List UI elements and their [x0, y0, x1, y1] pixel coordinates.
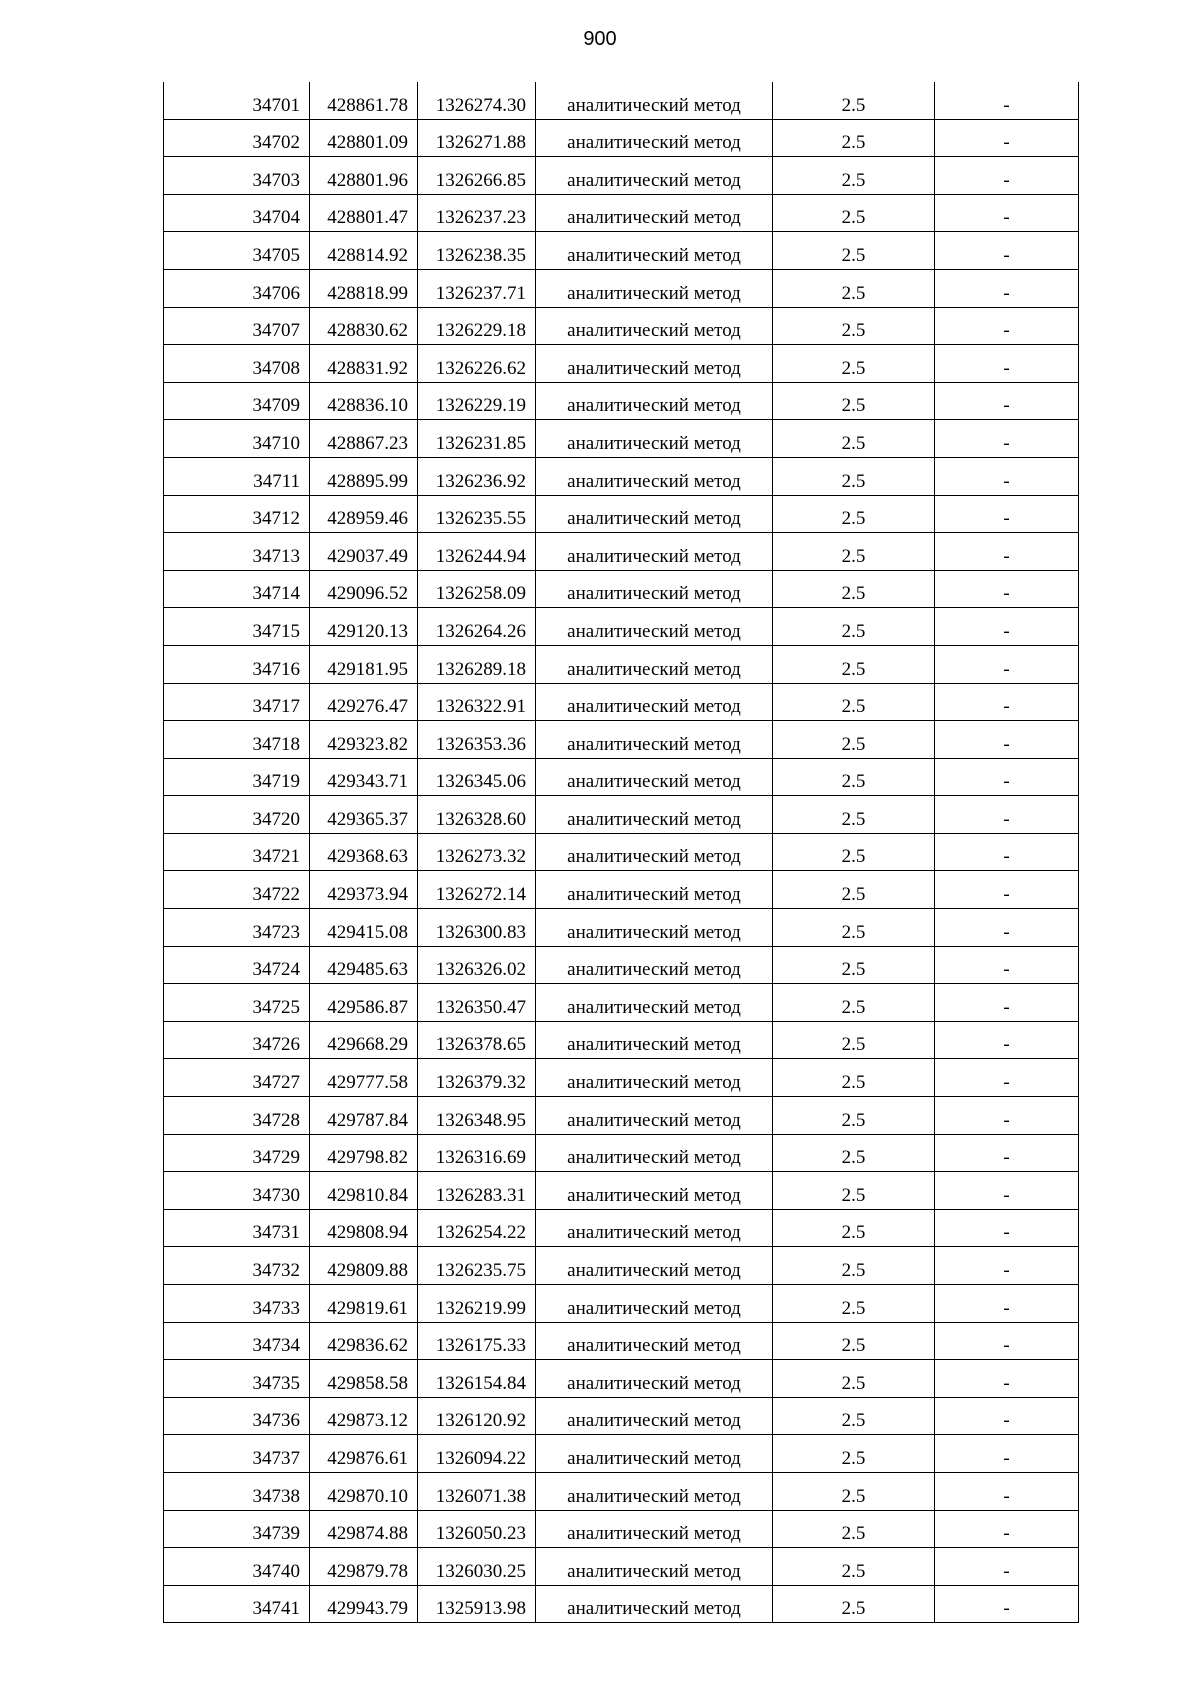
- point-number-cell: 34712: [164, 495, 310, 533]
- method-cell: аналитический метод: [536, 420, 773, 458]
- accuracy-cell: 2.5: [773, 608, 935, 646]
- point-number-cell: 34725: [164, 984, 310, 1022]
- x-coordinate-cell: 429037.49: [310, 533, 418, 571]
- x-coordinate-cell: 428895.99: [310, 457, 418, 495]
- x-coordinate-cell: 429819.61: [310, 1285, 418, 1323]
- point-number-cell: 34733: [164, 1285, 310, 1323]
- method-cell: аналитический метод: [536, 608, 773, 646]
- method-cell: аналитический метод: [536, 1059, 773, 1097]
- table-row: [164, 382, 1079, 420]
- accuracy-cell: 2.5: [773, 420, 935, 458]
- accuracy-cell: 2.5: [773, 1322, 935, 1360]
- accuracy-cell: 2.5: [773, 570, 935, 608]
- y-coordinate-cell: 1326030.25: [418, 1548, 536, 1586]
- point-number-cell: 34715: [164, 608, 310, 646]
- x-coordinate-cell: 428830.62: [310, 307, 418, 345]
- x-coordinate-cell: 429798.82: [310, 1134, 418, 1172]
- y-coordinate-cell: 1326219.99: [418, 1285, 536, 1323]
- method-cell: аналитический метод: [536, 1585, 773, 1623]
- y-coordinate-cell: 1326237.71: [418, 269, 536, 307]
- point-number-cell: 34720: [164, 796, 310, 834]
- y-coordinate-cell: 1326266.85: [418, 157, 536, 195]
- x-coordinate-cell: 429276.47: [310, 683, 418, 721]
- method-cell: аналитический метод: [536, 1172, 773, 1210]
- note-cell: -: [935, 1097, 1079, 1135]
- x-coordinate-cell: 428801.47: [310, 194, 418, 232]
- method-cell: аналитический метод: [536, 1322, 773, 1360]
- accuracy-cell: 2.5: [773, 1285, 935, 1323]
- y-coordinate-cell: 1326322.91: [418, 683, 536, 721]
- note-cell: -: [935, 1510, 1079, 1548]
- table-row: [164, 1322, 1079, 1360]
- y-coordinate-cell: 1326094.22: [418, 1435, 536, 1473]
- table-row: [164, 946, 1079, 984]
- table-row: [164, 119, 1079, 157]
- y-coordinate-cell: 1326300.83: [418, 909, 536, 947]
- accuracy-cell: 2.5: [773, 721, 935, 759]
- accuracy-cell: 2.5: [773, 1134, 935, 1172]
- accuracy-cell: 2.5: [773, 1435, 935, 1473]
- method-cell: аналитический метод: [536, 1285, 773, 1323]
- y-coordinate-cell: 1326353.36: [418, 721, 536, 759]
- method-cell: аналитический метод: [536, 1247, 773, 1285]
- point-number-cell: 34710: [164, 420, 310, 458]
- method-cell: аналитический метод: [536, 533, 773, 571]
- coordinates-table: [163, 82, 1079, 1623]
- method-cell: аналитический метод: [536, 796, 773, 834]
- note-cell: -: [935, 645, 1079, 683]
- accuracy-cell: 2.5: [773, 119, 935, 157]
- accuracy-cell: 2.5: [773, 1360, 935, 1398]
- x-coordinate-cell: 429943.79: [310, 1585, 418, 1623]
- y-coordinate-cell: 1326235.75: [418, 1247, 536, 1285]
- method-cell: аналитический метод: [536, 1097, 773, 1135]
- table-row: [164, 758, 1079, 796]
- point-number-cell: 34722: [164, 871, 310, 909]
- point-number-cell: 34724: [164, 946, 310, 984]
- accuracy-cell: 2.5: [773, 946, 935, 984]
- note-cell: -: [935, 533, 1079, 571]
- x-coordinate-cell: 429415.08: [310, 909, 418, 947]
- y-coordinate-cell: 1326229.18: [418, 307, 536, 345]
- point-number-cell: 34739: [164, 1510, 310, 1548]
- accuracy-cell: 2.5: [773, 1209, 935, 1247]
- y-coordinate-cell: 1326289.18: [418, 645, 536, 683]
- accuracy-cell: 2.5: [773, 833, 935, 871]
- x-coordinate-cell: 429879.78: [310, 1548, 418, 1586]
- note-cell: -: [935, 1059, 1079, 1097]
- accuracy-cell: 2.5: [773, 984, 935, 1022]
- x-coordinate-cell: 428801.96: [310, 157, 418, 195]
- note-cell: -: [935, 307, 1079, 345]
- x-coordinate-cell: 428818.99: [310, 269, 418, 307]
- table-row: [164, 909, 1079, 947]
- accuracy-cell: 2.5: [773, 1097, 935, 1135]
- x-coordinate-cell: 428959.46: [310, 495, 418, 533]
- y-coordinate-cell: 1326316.69: [418, 1134, 536, 1172]
- y-coordinate-cell: 1326283.31: [418, 1172, 536, 1210]
- point-number-cell: 34740: [164, 1548, 310, 1586]
- x-coordinate-cell: 428836.10: [310, 382, 418, 420]
- table-row: [164, 570, 1079, 608]
- accuracy-cell: 2.5: [773, 232, 935, 270]
- table-row: [164, 1360, 1079, 1398]
- x-coordinate-cell: 429373.94: [310, 871, 418, 909]
- method-cell: аналитический метод: [536, 871, 773, 909]
- method-cell: аналитический метод: [536, 1510, 773, 1548]
- y-coordinate-cell: 1326254.22: [418, 1209, 536, 1247]
- note-cell: -: [935, 758, 1079, 796]
- accuracy-cell: 2.5: [773, 307, 935, 345]
- note-cell: -: [935, 721, 1079, 759]
- y-coordinate-cell: 1326226.62: [418, 345, 536, 383]
- point-number-cell: 34711: [164, 457, 310, 495]
- accuracy-cell: 2.5: [773, 533, 935, 571]
- point-number-cell: 34703: [164, 157, 310, 195]
- method-cell: аналитический метод: [536, 495, 773, 533]
- y-coordinate-cell: 1326328.60: [418, 796, 536, 834]
- point-number-cell: 34719: [164, 758, 310, 796]
- y-coordinate-cell: 1326273.32: [418, 833, 536, 871]
- note-cell: -: [935, 1585, 1079, 1623]
- y-coordinate-cell: 1326379.32: [418, 1059, 536, 1097]
- note-cell: -: [935, 833, 1079, 871]
- table-row: [164, 269, 1079, 307]
- note-cell: -: [935, 1247, 1079, 1285]
- note-cell: -: [935, 1472, 1079, 1510]
- method-cell: аналитический метод: [536, 1134, 773, 1172]
- x-coordinate-cell: 429096.52: [310, 570, 418, 608]
- accuracy-cell: 2.5: [773, 758, 935, 796]
- y-coordinate-cell: 1326236.92: [418, 457, 536, 495]
- point-number-cell: 34701: [164, 82, 310, 119]
- table-row: [164, 1397, 1079, 1435]
- point-number-cell: 34741: [164, 1585, 310, 1623]
- point-number-cell: 34717: [164, 683, 310, 721]
- x-coordinate-cell: 429668.29: [310, 1021, 418, 1059]
- accuracy-cell: 2.5: [773, 1585, 935, 1623]
- point-number-cell: 34707: [164, 307, 310, 345]
- accuracy-cell: 2.5: [773, 683, 935, 721]
- table-row: [164, 457, 1079, 495]
- y-coordinate-cell: 1326378.65: [418, 1021, 536, 1059]
- table-row: [164, 608, 1079, 646]
- point-number-cell: 34737: [164, 1435, 310, 1473]
- point-number-cell: 34709: [164, 382, 310, 420]
- y-coordinate-cell: 1326244.94: [418, 533, 536, 571]
- y-coordinate-cell: 1326154.84: [418, 1360, 536, 1398]
- method-cell: аналитический метод: [536, 1548, 773, 1586]
- note-cell: -: [935, 1397, 1079, 1435]
- note-cell: -: [935, 345, 1079, 383]
- point-number-cell: 34721: [164, 833, 310, 871]
- accuracy-cell: 2.5: [773, 495, 935, 533]
- method-cell: аналитический метод: [536, 1360, 773, 1398]
- y-coordinate-cell: 1326231.85: [418, 420, 536, 458]
- x-coordinate-cell: 429876.61: [310, 1435, 418, 1473]
- method-cell: аналитический метод: [536, 721, 773, 759]
- x-coordinate-cell: 428867.23: [310, 420, 418, 458]
- x-coordinate-cell: 428801.09: [310, 119, 418, 157]
- accuracy-cell: 2.5: [773, 269, 935, 307]
- y-coordinate-cell: 1326235.55: [418, 495, 536, 533]
- table-row: [164, 683, 1079, 721]
- note-cell: -: [935, 232, 1079, 270]
- y-coordinate-cell: 1326175.33: [418, 1322, 536, 1360]
- accuracy-cell: 2.5: [773, 382, 935, 420]
- note-cell: -: [935, 1209, 1079, 1247]
- x-coordinate-cell: 429323.82: [310, 721, 418, 759]
- point-number-cell: 34723: [164, 909, 310, 947]
- y-coordinate-cell: 1326272.14: [418, 871, 536, 909]
- y-coordinate-cell: 1326274.30: [418, 82, 536, 119]
- point-number-cell: 34738: [164, 1472, 310, 1510]
- point-number-cell: 34704: [164, 194, 310, 232]
- x-coordinate-cell: 429586.87: [310, 984, 418, 1022]
- point-number-cell: 34732: [164, 1247, 310, 1285]
- table-row: [164, 1472, 1079, 1510]
- note-cell: -: [935, 1548, 1079, 1586]
- x-coordinate-cell: 429836.62: [310, 1322, 418, 1360]
- note-cell: -: [935, 871, 1079, 909]
- note-cell: -: [935, 796, 1079, 834]
- accuracy-cell: 2.5: [773, 1397, 935, 1435]
- point-number-cell: 34734: [164, 1322, 310, 1360]
- x-coordinate-cell: 429873.12: [310, 1397, 418, 1435]
- table-row: [164, 157, 1079, 195]
- point-number-cell: 34736: [164, 1397, 310, 1435]
- note-cell: -: [935, 157, 1079, 195]
- y-coordinate-cell: 1326237.23: [418, 194, 536, 232]
- accuracy-cell: 2.5: [773, 82, 935, 119]
- point-number-cell: 34714: [164, 570, 310, 608]
- y-coordinate-cell: 1326050.23: [418, 1510, 536, 1548]
- y-coordinate-cell: 1326264.26: [418, 608, 536, 646]
- x-coordinate-cell: 428814.92: [310, 232, 418, 270]
- method-cell: аналитический метод: [536, 194, 773, 232]
- table-row: [164, 420, 1079, 458]
- method-cell: аналитический метод: [536, 1435, 773, 1473]
- note-cell: -: [935, 1322, 1079, 1360]
- note-cell: -: [935, 570, 1079, 608]
- x-coordinate-cell: 429870.10: [310, 1472, 418, 1510]
- point-number-cell: 34706: [164, 269, 310, 307]
- note-cell: -: [935, 269, 1079, 307]
- point-number-cell: 34702: [164, 119, 310, 157]
- accuracy-cell: 2.5: [773, 194, 935, 232]
- table-row: [164, 645, 1079, 683]
- table-row: [164, 307, 1079, 345]
- note-cell: -: [935, 82, 1079, 119]
- y-coordinate-cell: 1325913.98: [418, 1585, 536, 1623]
- table-row: [164, 1585, 1079, 1623]
- method-cell: аналитический метод: [536, 232, 773, 270]
- accuracy-cell: 2.5: [773, 345, 935, 383]
- accuracy-cell: 2.5: [773, 645, 935, 683]
- x-coordinate-cell: 429810.84: [310, 1172, 418, 1210]
- table-row: [164, 1059, 1079, 1097]
- method-cell: аналитический метод: [536, 909, 773, 947]
- point-number-cell: 34731: [164, 1209, 310, 1247]
- x-coordinate-cell: 429343.71: [310, 758, 418, 796]
- table-row: [164, 1285, 1079, 1323]
- point-number-cell: 34730: [164, 1172, 310, 1210]
- note-cell: -: [935, 1021, 1079, 1059]
- note-cell: -: [935, 1172, 1079, 1210]
- note-cell: -: [935, 1435, 1079, 1473]
- accuracy-cell: 2.5: [773, 909, 935, 947]
- method-cell: аналитический метод: [536, 946, 773, 984]
- method-cell: аналитический метод: [536, 307, 773, 345]
- y-coordinate-cell: 1326229.19: [418, 382, 536, 420]
- method-cell: аналитический метод: [536, 119, 773, 157]
- y-coordinate-cell: 1326345.06: [418, 758, 536, 796]
- point-number-cell: 34713: [164, 533, 310, 571]
- point-number-cell: 34735: [164, 1360, 310, 1398]
- method-cell: аналитический метод: [536, 1209, 773, 1247]
- table-row: [164, 1134, 1079, 1172]
- point-number-cell: 34716: [164, 645, 310, 683]
- method-cell: аналитический метод: [536, 683, 773, 721]
- table-row: [164, 1548, 1079, 1586]
- table-row: [164, 495, 1079, 533]
- table-row: [164, 1172, 1079, 1210]
- table-row: [164, 533, 1079, 571]
- x-coordinate-cell: 429485.63: [310, 946, 418, 984]
- method-cell: аналитический метод: [536, 1397, 773, 1435]
- table-row: [164, 871, 1079, 909]
- method-cell: аналитический метод: [536, 345, 773, 383]
- method-cell: аналитический метод: [536, 1021, 773, 1059]
- method-cell: аналитический метод: [536, 570, 773, 608]
- table-row: [164, 194, 1079, 232]
- x-coordinate-cell: 428831.92: [310, 345, 418, 383]
- note-cell: -: [935, 382, 1079, 420]
- accuracy-cell: 2.5: [773, 1472, 935, 1510]
- note-cell: -: [935, 946, 1079, 984]
- y-coordinate-cell: 1326258.09: [418, 570, 536, 608]
- table-row: [164, 721, 1079, 759]
- point-number-cell: 34705: [164, 232, 310, 270]
- x-coordinate-cell: 429858.58: [310, 1360, 418, 1398]
- y-coordinate-cell: 1326326.02: [418, 946, 536, 984]
- table-row: [164, 82, 1079, 119]
- accuracy-cell: 2.5: [773, 1021, 935, 1059]
- x-coordinate-cell: 429181.95: [310, 645, 418, 683]
- y-coordinate-cell: 1326271.88: [418, 119, 536, 157]
- accuracy-cell: 2.5: [773, 1059, 935, 1097]
- table-row: [164, 833, 1079, 871]
- method-cell: аналитический метод: [536, 984, 773, 1022]
- accuracy-cell: 2.5: [773, 157, 935, 195]
- note-cell: -: [935, 1285, 1079, 1323]
- accuracy-cell: 2.5: [773, 457, 935, 495]
- note-cell: -: [935, 420, 1079, 458]
- y-coordinate-cell: 1326350.47: [418, 984, 536, 1022]
- point-number-cell: 34727: [164, 1059, 310, 1097]
- table-row: [164, 1021, 1079, 1059]
- method-cell: аналитический метод: [536, 157, 773, 195]
- method-cell: аналитический метод: [536, 382, 773, 420]
- y-coordinate-cell: 1326348.95: [418, 1097, 536, 1135]
- note-cell: -: [935, 194, 1079, 232]
- accuracy-cell: 2.5: [773, 1548, 935, 1586]
- note-cell: -: [935, 1134, 1079, 1172]
- note-cell: -: [935, 984, 1079, 1022]
- table-row: [164, 345, 1079, 383]
- table-row: [164, 1209, 1079, 1247]
- note-cell: -: [935, 1360, 1079, 1398]
- method-cell: аналитический метод: [536, 457, 773, 495]
- method-cell: аналитический метод: [536, 758, 773, 796]
- y-coordinate-cell: 1326120.92: [418, 1397, 536, 1435]
- point-number-cell: 34718: [164, 721, 310, 759]
- accuracy-cell: 2.5: [773, 1510, 935, 1548]
- point-number-cell: 34729: [164, 1134, 310, 1172]
- note-cell: -: [935, 119, 1079, 157]
- table-row: [164, 232, 1079, 270]
- table-row: [164, 796, 1079, 834]
- y-coordinate-cell: 1326238.35: [418, 232, 536, 270]
- point-number-cell: 34726: [164, 1021, 310, 1059]
- accuracy-cell: 2.5: [773, 796, 935, 834]
- table-row: [164, 984, 1079, 1022]
- table-row: [164, 1097, 1079, 1135]
- note-cell: -: [935, 495, 1079, 533]
- table-row: [164, 1247, 1079, 1285]
- point-number-cell: 34728: [164, 1097, 310, 1135]
- note-cell: -: [935, 457, 1079, 495]
- table-row: [164, 1435, 1079, 1473]
- x-coordinate-cell: 429808.94: [310, 1209, 418, 1247]
- note-cell: -: [935, 683, 1079, 721]
- accuracy-cell: 2.5: [773, 1172, 935, 1210]
- x-coordinate-cell: 429365.37: [310, 796, 418, 834]
- x-coordinate-cell: 428861.78: [310, 82, 418, 119]
- table-row: [164, 1510, 1079, 1548]
- x-coordinate-cell: 429787.84: [310, 1097, 418, 1135]
- note-cell: -: [935, 608, 1079, 646]
- method-cell: аналитический метод: [536, 82, 773, 119]
- coordinates-table-body: [164, 82, 1079, 1623]
- note-cell: -: [935, 909, 1079, 947]
- y-coordinate-cell: 1326071.38: [418, 1472, 536, 1510]
- method-cell: аналитический метод: [536, 1472, 773, 1510]
- accuracy-cell: 2.5: [773, 1247, 935, 1285]
- x-coordinate-cell: 429777.58: [310, 1059, 418, 1097]
- method-cell: аналитический метод: [536, 269, 773, 307]
- method-cell: аналитический метод: [536, 833, 773, 871]
- method-cell: аналитический метод: [536, 645, 773, 683]
- x-coordinate-cell: 429874.88: [310, 1510, 418, 1548]
- x-coordinate-cell: 429120.13: [310, 608, 418, 646]
- page-number: 900: [583, 28, 617, 50]
- point-number-cell: 34708: [164, 345, 310, 383]
- x-coordinate-cell: 429809.88: [310, 1247, 418, 1285]
- x-coordinate-cell: 429368.63: [310, 833, 418, 871]
- accuracy-cell: 2.5: [773, 871, 935, 909]
